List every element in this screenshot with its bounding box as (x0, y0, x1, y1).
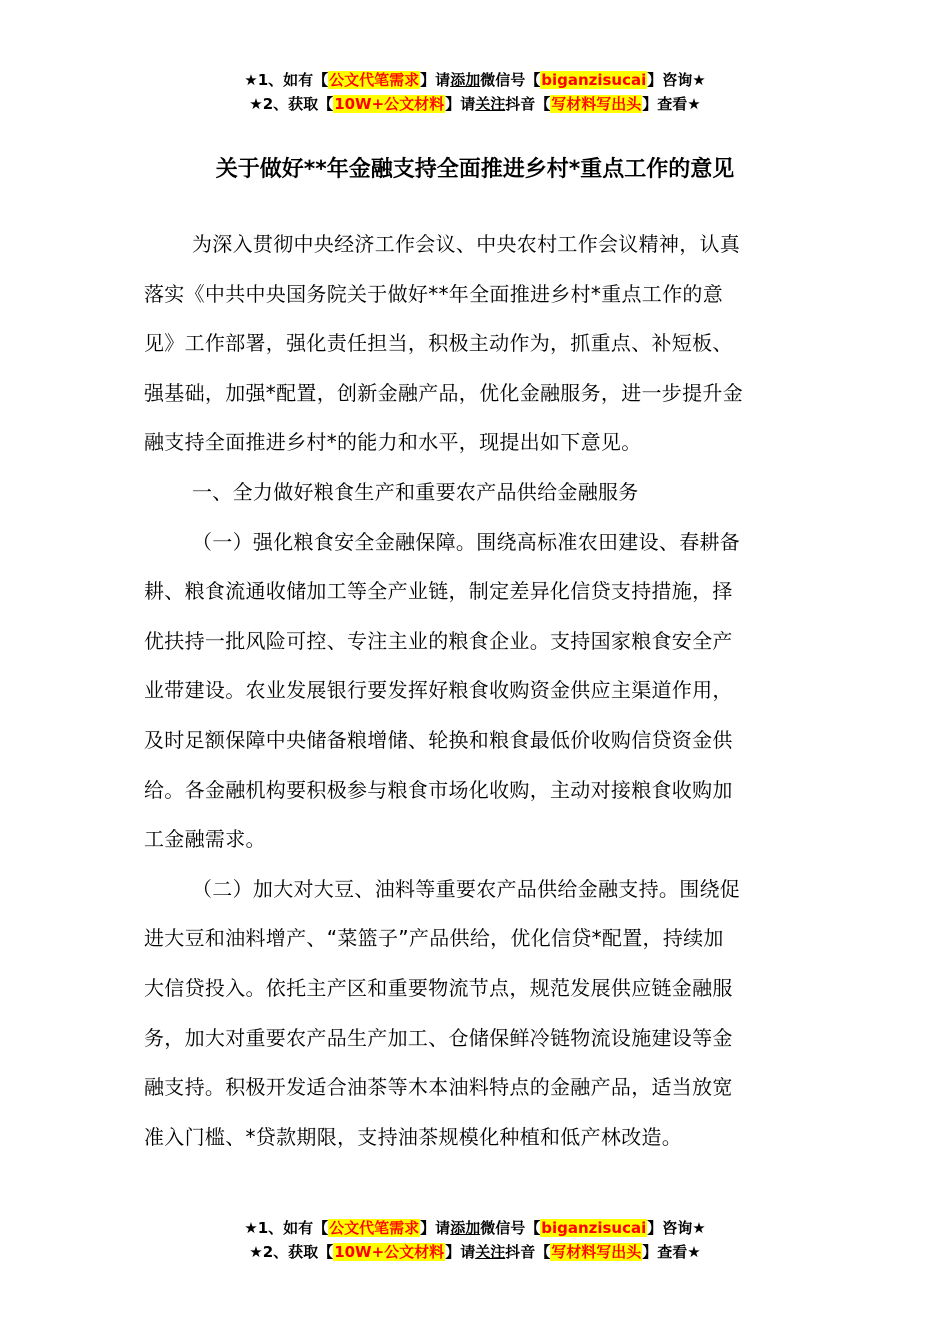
banner-underline: 添加 (450, 1219, 481, 1237)
banner-highlight: 写材料写出头 (551, 1243, 642, 1261)
banner-text: 】请 (420, 1219, 451, 1237)
banner-text: 】请 (445, 1243, 476, 1261)
body-line: 业带建设。农业发展银行要发挥好粮食收购资金供应主渠道作用， (144, 678, 733, 703)
banner-highlight: 10W+公文材料 (334, 95, 445, 113)
banner-underline: 关注 (475, 1243, 506, 1261)
banner-line-1 (0, 68, 950, 92)
banner-text: 抖音【 (505, 95, 551, 113)
body-line: 准入门槛、*贷款期限，支持油茶规模化种植和低产林改造。 (144, 1124, 683, 1149)
body-line: 见》工作部署，强化责任担当，积极主动作为，抓重点、补短板、 (144, 331, 733, 356)
body-line: 务，加大对重要农产品生产加工、仓储保鲜冷链物流设施建设等金 (144, 1025, 733, 1050)
banner-line-2 (0, 1240, 950, 1264)
body-line: （二）加大对大豆、油料等重要农产品供给金融支持。围绕促 (192, 876, 741, 901)
body-line: 及时足额保障中央储备粮增储、轮换和粮食最低价收购信贷资金供 (144, 727, 733, 752)
banner-text: ★2、获取【 (249, 95, 334, 113)
banner-highlight: 公文代笔需求 (329, 71, 420, 89)
banner-text: 】请 (420, 71, 451, 89)
banner-text: 】咨询★ (647, 71, 706, 89)
section-heading: 一、全力做好粮食生产和重要农产品供给金融服务 (192, 479, 639, 504)
banner-text: 微信号【 (480, 1219, 541, 1237)
banner-text: 】咨询★ (647, 1219, 706, 1237)
banner-line-2 (0, 92, 950, 116)
body-line: 大信贷投入。依托主产区和重要物流节点，规范发展供应链金融服 (144, 975, 733, 1000)
banner-text: ★1、如有【 (244, 1219, 329, 1237)
body-line: 进大豆和油料增产、“菜篮子”产品供给，优化信贷*配置，持续加 (144, 926, 724, 951)
body-line: 强基础，加强*配置，创新金融产品，优化金融服务，进一步提升金 (144, 380, 743, 405)
body-line: 优扶持一批风险可控、专注主业的粮食企业。支持国家粮食安全产 (144, 628, 733, 653)
document-body (144, 220, 810, 1162)
banner-text: ★2、获取【 (249, 1243, 334, 1261)
banner-highlight: biganzisucai (541, 71, 647, 89)
body-line: 耕、粮食流通收储加工等全产业链，制定差异化信贷支持措施，择 (144, 579, 733, 604)
banner-highlight: 公文代笔需求 (329, 1219, 420, 1237)
banner-underline: 添加 (450, 71, 481, 89)
banner-highlight: 10W+公文材料 (334, 1243, 445, 1261)
banner-text: ★1、如有【 (244, 71, 329, 89)
body-line: 融支持全面推进乡村*的能力和水平，现提出如下意见。 (144, 430, 642, 455)
banner-text: 】请 (445, 95, 476, 113)
banner-text: 】查看★ (642, 95, 701, 113)
footer-banner (0, 1216, 950, 1264)
header-banner (0, 68, 950, 116)
banner-highlight: biganzisucai (541, 1219, 647, 1237)
body-line: 为深入贯彻中央经济工作会议、中央农村工作会议精神，认真 (192, 232, 741, 256)
banner-text: 】查看★ (642, 1243, 701, 1261)
body-line: 融支持。积极开发适合油茶等木本油料特点的金融产品，适当放宽 (144, 1075, 733, 1100)
body-line: 给。各金融机构要积极参与粮食市场化收购，主动对接粮食收购加 (144, 777, 733, 802)
banner-line-1 (0, 1216, 950, 1240)
banner-text: 微信号【 (480, 71, 541, 89)
body-line: 工金融需求。 (144, 827, 266, 852)
banner-underline: 关注 (475, 95, 506, 113)
body-line: （一）强化粮食安全金融保障。围绕高标准农田建设、春耕备 (192, 529, 741, 554)
body-line: 落实《中共中央国务院关于做好**年全面推进乡村*重点工作的意 (144, 281, 723, 306)
banner-highlight: 写材料写出头 (551, 95, 642, 113)
banner-text: 抖音【 (505, 1243, 551, 1261)
document-title: 关于做好**年金融支持全面推进乡村*重点工作的意见 (215, 157, 735, 182)
